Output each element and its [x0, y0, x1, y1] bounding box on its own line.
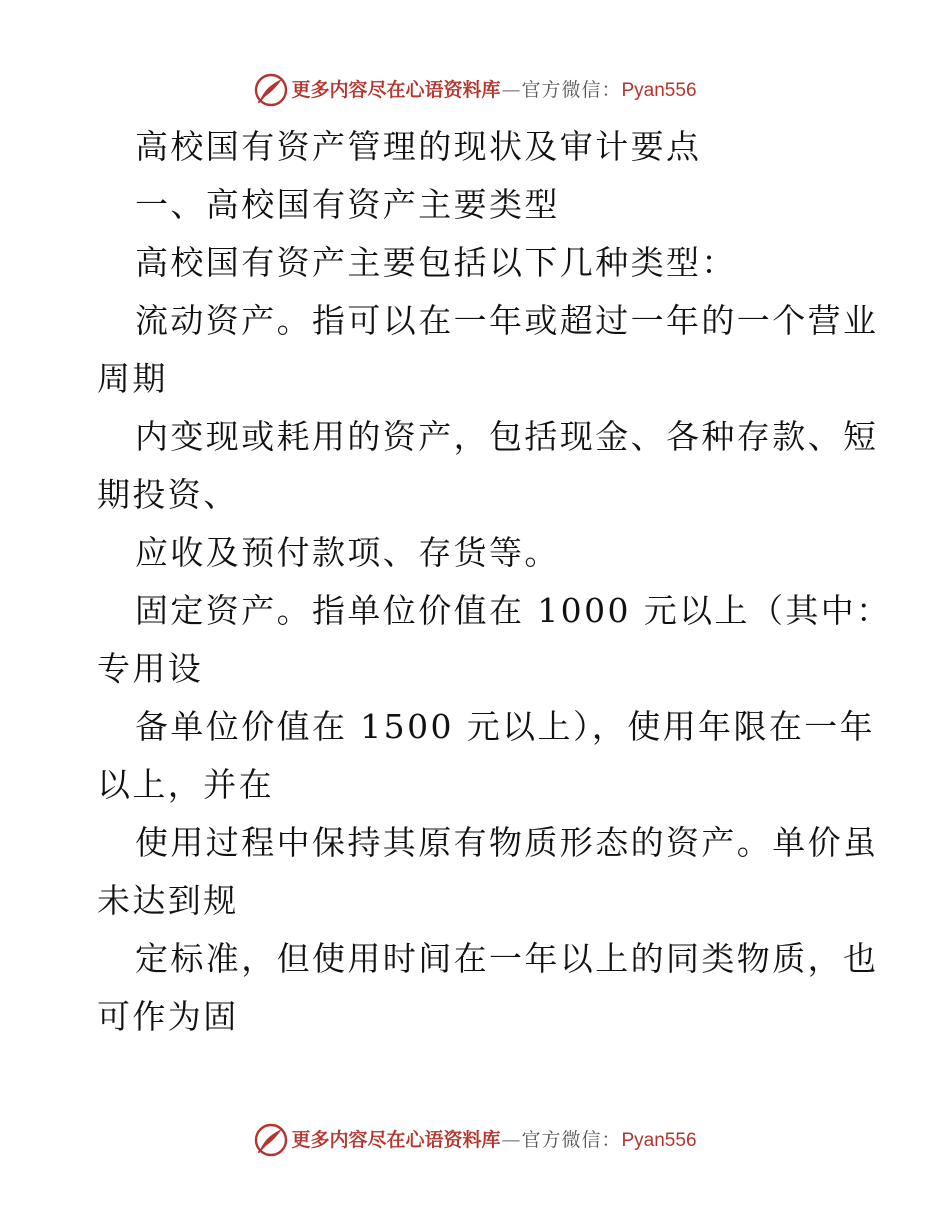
text-line: 流动资产。指可以在一年或超过一年的一个营业 [135, 301, 879, 340]
footer-watermark [0, 1120, 950, 1160]
text-line: 可作为固 [97, 997, 239, 1036]
text-line: 周期 [97, 359, 168, 398]
watermark-wechat-id: Pyan556 [621, 1129, 697, 1151]
text-line: 以上，并在 [97, 765, 274, 804]
text-line: 未达到规 [97, 881, 239, 920]
quill-circle-logo-icon [253, 72, 289, 108]
watermark-wechat-id: Pyan556 [621, 79, 697, 101]
watermark-brand: 更多内容尽在心语资料库 [291, 78, 501, 101]
watermark-label: 官方微信： [521, 78, 622, 101]
watermark-dash: — [501, 78, 521, 101]
text-line: 一、高校国有资产主要类型 [135, 185, 560, 224]
text-line: 固定资产。指单位价值在 1000 元以上（其中： [135, 591, 892, 630]
watermark-dash: — [501, 1128, 521, 1151]
text-line: 使用过程中保持其原有物质形态的资产。单价虽 [135, 823, 879, 862]
text-line: 高校国有资产主要包括以下几种类型： [135, 243, 737, 282]
watermark-brand: 更多内容尽在心语资料库 [291, 1128, 501, 1151]
text-line: 内变现或耗用的资产，包括现金、各种存款、短 [135, 417, 879, 456]
document-body [97, 118, 892, 1046]
header-watermark [0, 70, 950, 110]
text-line: 期投资、 [97, 475, 239, 514]
text-line: 专用设 [97, 649, 204, 688]
text-line: 备单位价值在 1500 元以上），使用年限在一年 [135, 707, 876, 746]
text-line: 定标准，但使用时间在一年以上的同类物质，也 [135, 939, 879, 978]
watermark-label: 官方微信： [521, 1128, 622, 1151]
quill-circle-logo-icon [253, 1122, 289, 1158]
text-line: 应收及预付款项、存货等。 [135, 533, 560, 572]
document-title: 高校国有资产管理的现状及审计要点 [135, 127, 702, 166]
